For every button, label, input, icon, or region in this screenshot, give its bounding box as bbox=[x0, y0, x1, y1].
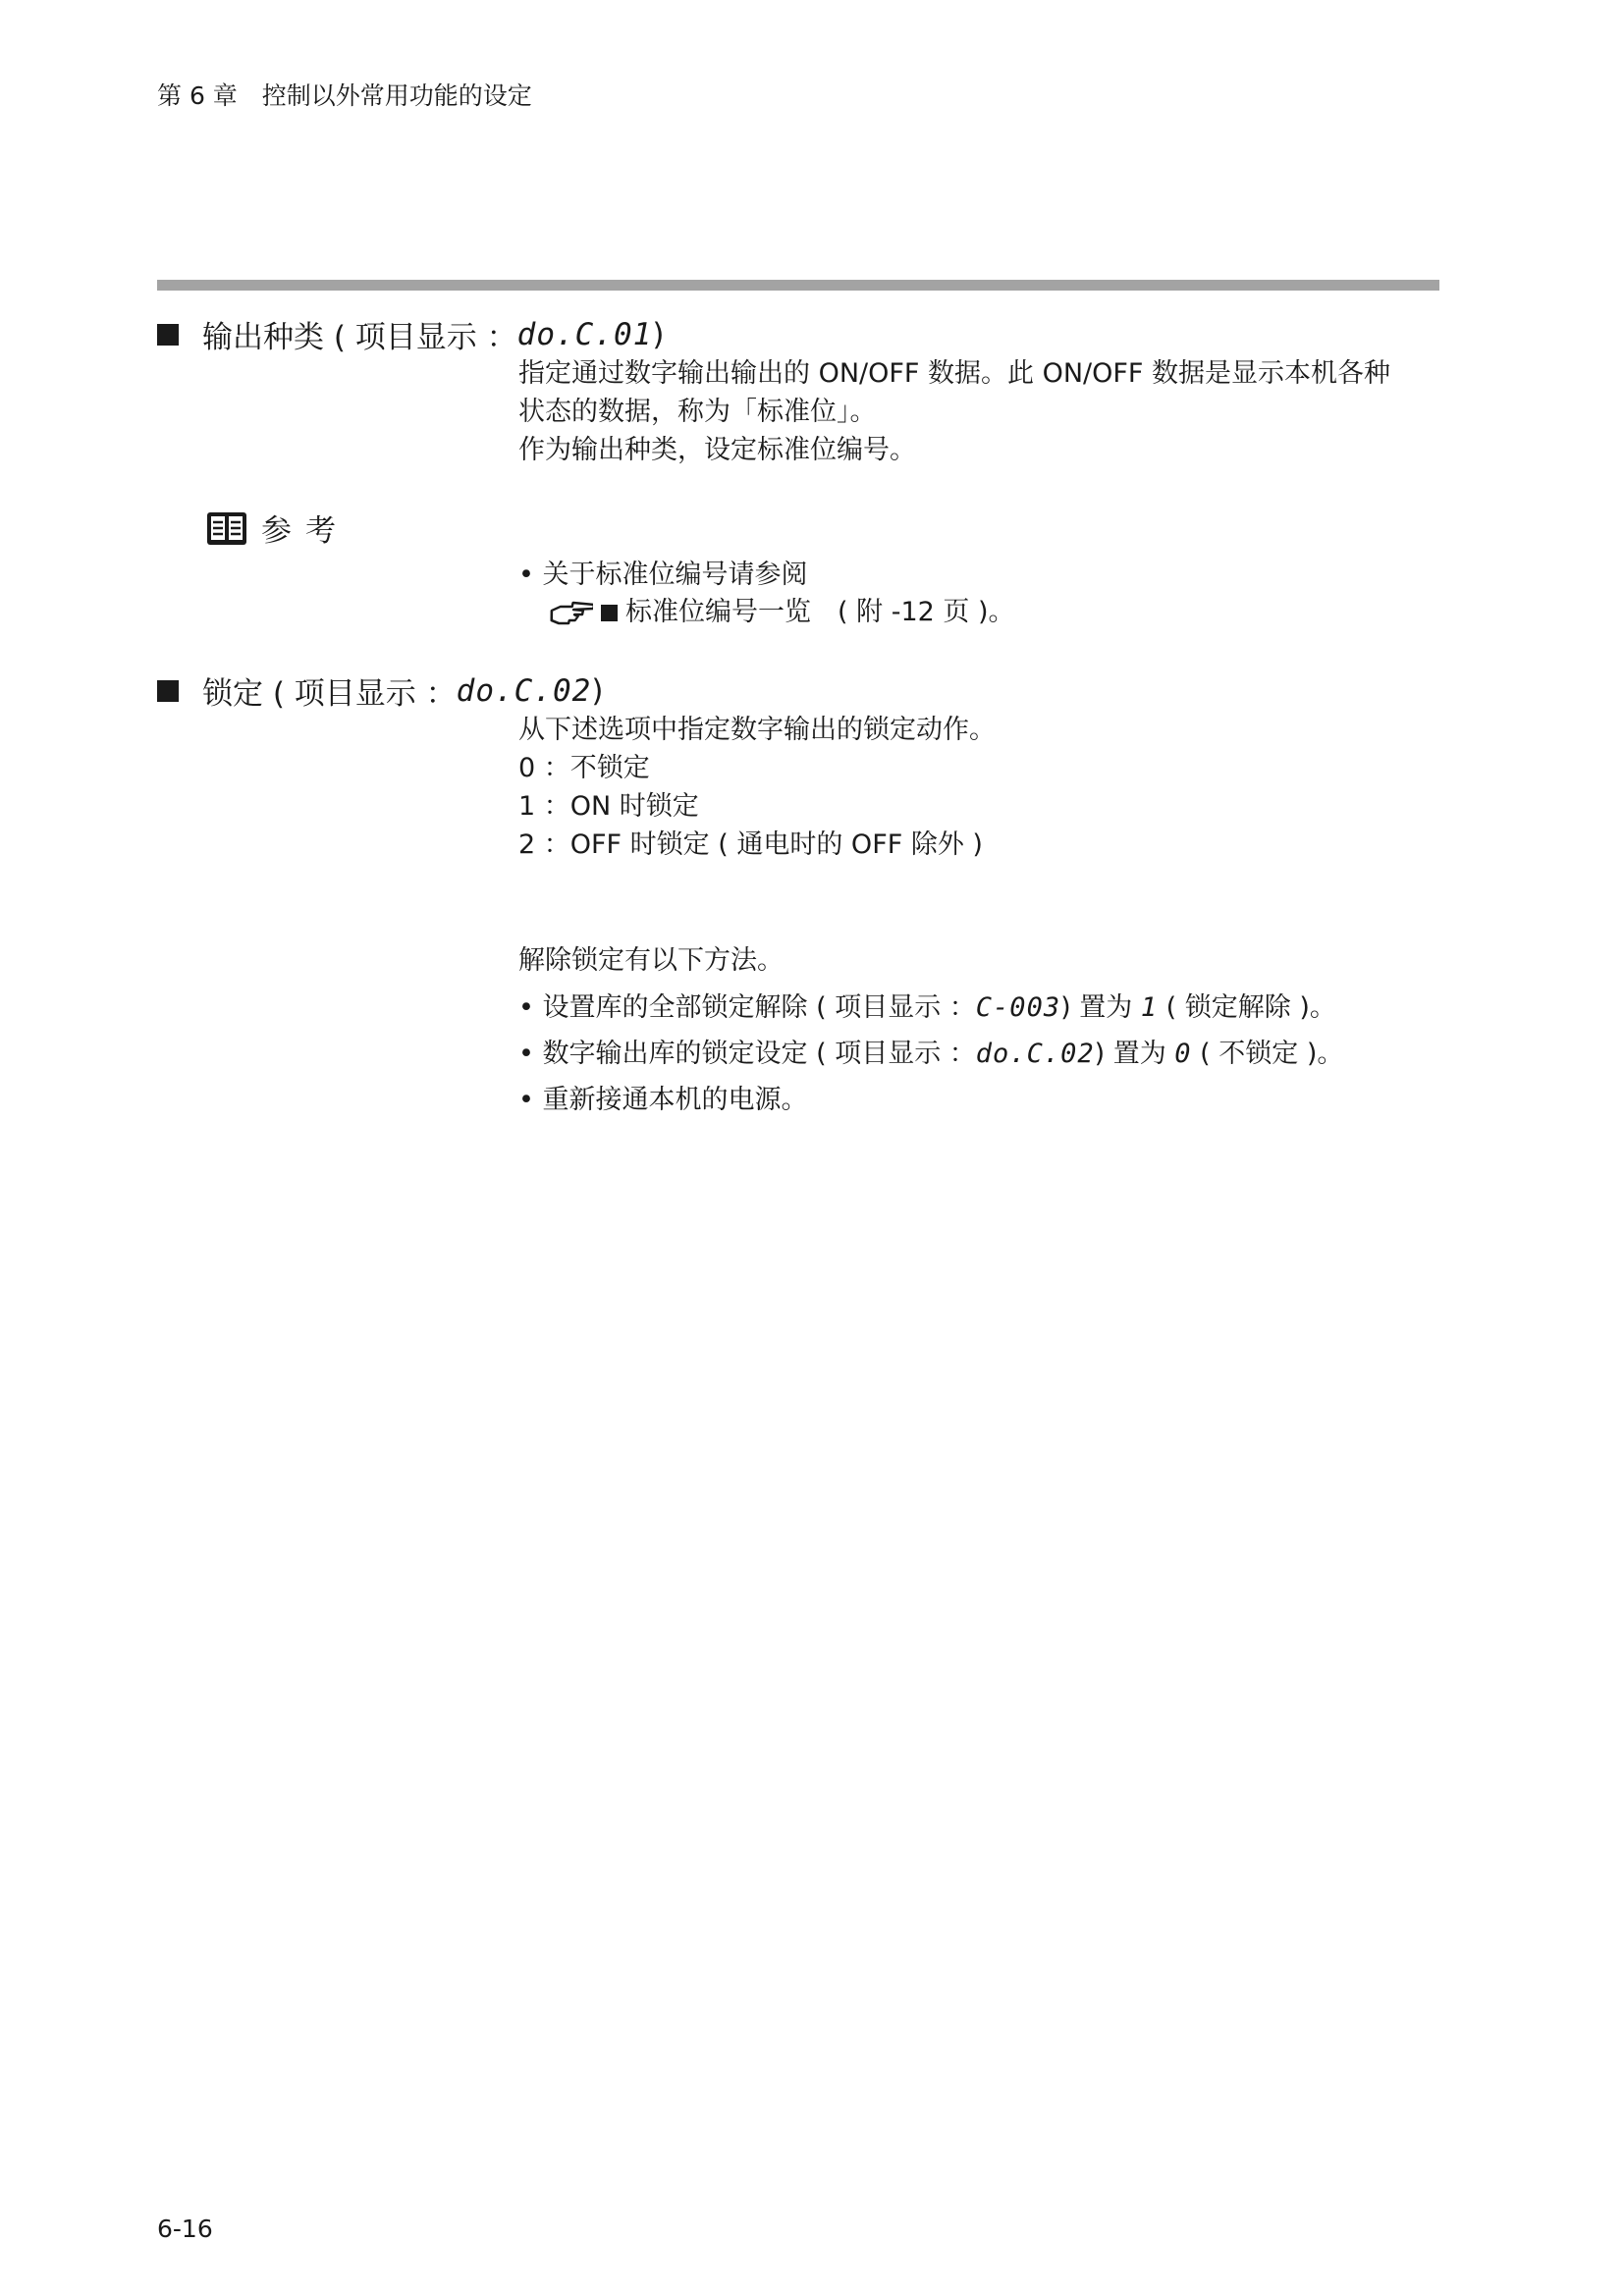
option-line: 2 ：OFF 时锁定 ( 通电时的 OFF 除外 ) bbox=[518, 829, 983, 860]
section-heading-lock bbox=[157, 668, 603, 713]
release-intro: 解除锁定有以下方法。 bbox=[518, 945, 784, 976]
section-description-line: 指定通过数字输出输出的 ON/OFF 数据。此 ON/OFF 数据是显示本机各种 bbox=[518, 358, 1391, 389]
option-line: 1 ：ON 时锁定 bbox=[518, 791, 699, 822]
release-method-line: • 重新接通本机的电源。 bbox=[518, 1085, 808, 1115]
option-line: 0 ：不锁定 bbox=[518, 753, 650, 783]
book-icon bbox=[206, 509, 247, 547]
square-bullet-icon bbox=[157, 324, 179, 346]
release-method-line: • 设置库的全部锁定解除 ( 项目显示 ：C-003) 置为 1 ( 锁定解除 )。 bbox=[518, 992, 1336, 1023]
section-description-line: 状态的数据，称为「标准位」。 bbox=[518, 397, 877, 427]
page-number: 6-16 bbox=[157, 2215, 213, 2243]
pointing-hand-icon bbox=[548, 601, 593, 626]
section-divider bbox=[157, 280, 1439, 291]
lcd-value: 0 bbox=[1174, 1039, 1192, 1069]
reference-title: 参考 bbox=[261, 513, 350, 549]
section-title-close: ) bbox=[652, 316, 665, 352]
reference-link-text: 标准位编号一览 ( 附 -12 页 )。 bbox=[625, 597, 1015, 627]
lcd-value: 1 bbox=[1140, 992, 1159, 1023]
square-bullet-icon bbox=[157, 680, 179, 702]
lcd-code: do.C.01 bbox=[516, 316, 653, 352]
lcd-code: do.C.02 bbox=[975, 1039, 1095, 1069]
section-heading-output-type bbox=[157, 312, 664, 356]
lcd-code: do.C.02 bbox=[456, 672, 592, 709]
square-bullet-icon bbox=[601, 605, 618, 621]
reference-heading bbox=[206, 506, 350, 550]
section-title: 锁定 ( 项目显示 ： bbox=[202, 676, 457, 712]
section-description-line: 从下述选项中指定数字输出的锁定动作。 bbox=[518, 715, 996, 745]
reference-link[interactable] bbox=[548, 590, 1015, 628]
section-title: 输出种类 ( 项目显示 ： bbox=[202, 320, 517, 355]
lcd-code: C-003 bbox=[975, 992, 1061, 1023]
chapter-header: 第 6 章 控制以外常用功能的设定 bbox=[157, 81, 532, 110]
section-title-close: ) bbox=[591, 672, 604, 709]
reference-bullet: • 关于标准位编号请参阅 bbox=[518, 560, 808, 590]
section-description-line: 作为输出种类，设定标准位编号。 bbox=[518, 435, 916, 465]
release-method-line: • 数字输出库的锁定设定 ( 项目显示 ：do.C.02) 置为 0 ( 不锁定 )。 bbox=[518, 1039, 1344, 1069]
